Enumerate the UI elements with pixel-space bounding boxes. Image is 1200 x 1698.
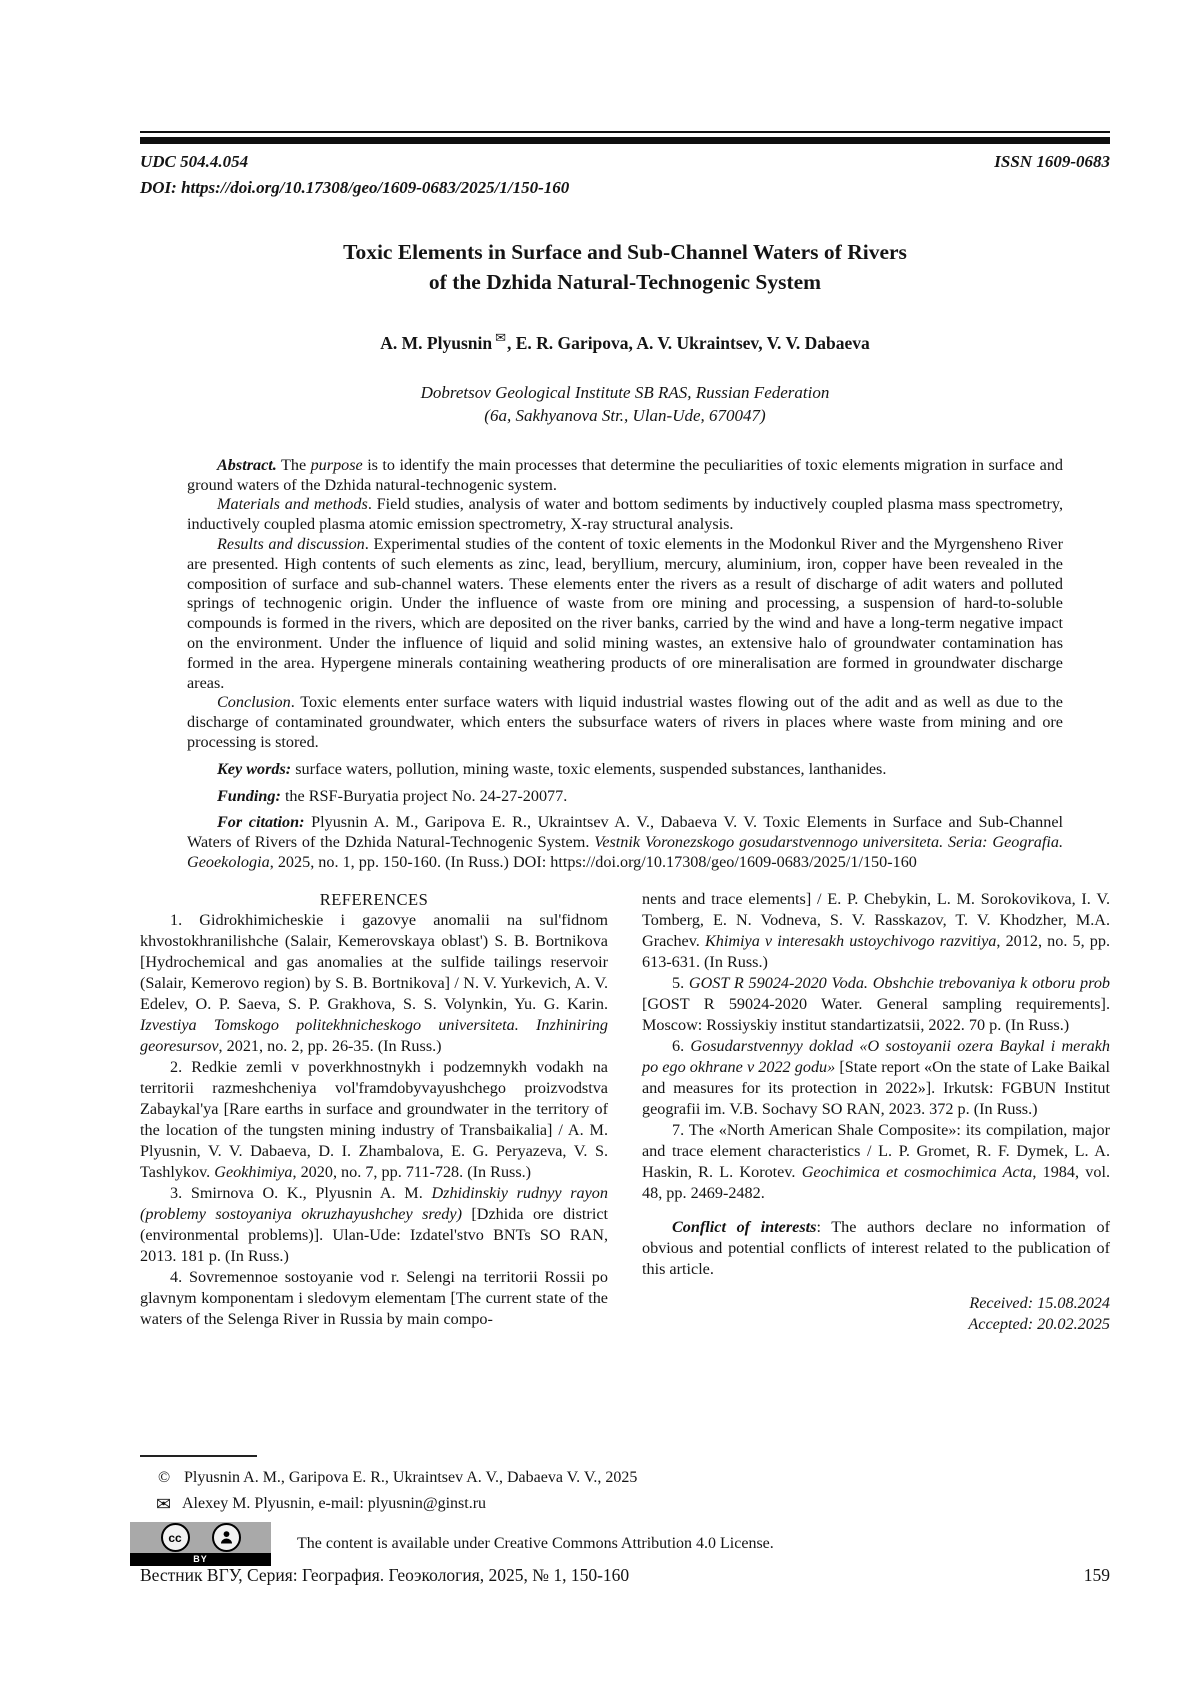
reference-item-6: 6. Gosudarstvennyy doklad «O sostoyanii ozera Baykal i merakh po ego okhrane v 2022 godu» [State report «On the state of Lake Baikal and measures for its protection in 2022»]. Irkutsk: FGBUN Institut geografii im. V.B. Sochavy SO RAN, 2023. 372 p. (In Russ.) — [642, 1036, 1111, 1118]
email-line — [140, 1491, 1110, 1517]
email-envelope-icon: ✉ — [156, 1494, 172, 1514]
accepted-date: Accepted: 20.02.2025 — [968, 1314, 1110, 1333]
footnote-rule — [140, 1455, 257, 1457]
header-rule — [140, 131, 1110, 144]
article-title — [140, 237, 1110, 297]
affiliation-address: (6a, Sakhyanova Str., Ulan-Ude, 670047) — [484, 405, 766, 425]
license-row — [140, 1522, 1110, 1566]
references-heading: REFERENCES — [319, 889, 429, 909]
received-date: Received: 15.08.2024 — [969, 1293, 1110, 1312]
header-meta — [140, 149, 1110, 201]
journal-footer-text: Вестник ВГУ, Серия: География. Геоэкология, 2025, № 1, 150-160 — [140, 1565, 630, 1585]
cc-badge-top — [130, 1522, 271, 1553]
header-rule-thin — [140, 131, 1110, 133]
authors-line — [140, 330, 1110, 354]
article-title-line1: Toxic Elements in Surface and Sub-Channel Waters of Rivers — [343, 240, 907, 264]
affiliation — [140, 381, 1110, 427]
references-left-column — [140, 889, 608, 1335]
keywords-paragraph: Key words: surface waters, pollution, mining waste, toxic elements, suspended substances, lanthanides. — [217, 759, 887, 778]
corresponding-author-envelope-icon: ✉ — [495, 330, 506, 345]
authors-rest: , E. R. Garipova, A. V. Ukraintsev, V. V. Dabaeva — [507, 332, 870, 353]
cc-by-label: BY — [130, 1553, 271, 1566]
page-content — [140, 0, 1110, 1335]
person-icon — [212, 1523, 241, 1552]
cc-icon — [161, 1523, 190, 1552]
abstract-paragraph: Abstract. The purpose is to identify the main processes that determine the peculiarities of toxic elements migration in surface and ground waters of the Dzhida natural-technogenic system. — [187, 455, 1064, 494]
references-section — [140, 889, 1110, 1335]
reference-item-4: 4. Sovremennoe sostoyanie vod r. Selengi na territorii Rossii po glavnym komponentam i sledovym elementam [The current state of the waters of the Selenga River in Russia by main compo- — [140, 1267, 608, 1328]
author-corresponding: A. M. Plyusnin — [380, 332, 493, 353]
conclusion-paragraph: Conclusion. Toxic elements enter surface waters with liquid industrial wastes flowing out of the adit and as well as due to the discharge of contaminated groundwater, which enters the subsurface waters of rivers in places where waste from mining and ore processing is stored. — [187, 693, 1063, 751]
citation-paragraph: For citation: Plyusnin A. M., Garipova E. R., Ukraintsev A. V., Dabaeva V. V. Toxic Elements in Surface and Sub-Channel Waters of Rivers of the Dzhida Natural-Technogenic System. Vestnik Voronezskogo gosudarstvennogo universiteta. Seria: Geografia. Geoekologia, 2025, no. 1, pp. 150-160. (In Russ.) DOI: https://doi.org/10.17308/geo/1609-0683/2025/1/150-160 — [187, 813, 1063, 871]
footnote-block — [140, 1455, 1110, 1566]
cc-by-badge — [130, 1522, 271, 1566]
reference-item-3: 3. Smirnova O. K., Plyusnin A. M. Dzhidinskiy rudnyy rayon (problemy sostoyaniya okruzhayushchey sredy) [Dzhida ore district (environmental problems)]. Ulan-Ude: Izdatel'stvo BNTs SO RAN, 2013. 181 p. (In Russ.) — [140, 1183, 608, 1265]
header-rule-thick — [140, 137, 1110, 144]
copyright-line — [140, 1465, 1110, 1491]
references-right-column — [642, 889, 1110, 1335]
reference-item-2: 2. Redkie zemli v poverkhnostnykh i podzemnykh vodakh na territorii razmeshcheniya vol'framdobyvayushchego proizvodstva Zabaykal'ya [Rare earths in surface and groundwater in the territory of the location of the tungsten mining industry of Transbaikalia] / A. M. Plyusnin, V. V. Dabaeva, D. I. Zhambalova, E. G. Peryazeva, V. S. Tashlykov. Geokhimiya, 2020, no. 7, pp. 711-728. (In Russ.) — [140, 1057, 608, 1181]
conflict-of-interests-paragraph: Conflict of interests: The authors declare no information of obvious and potential conflicts of interest related to the publication of this article. — [642, 1217, 1110, 1278]
page-number: 159 — [1083, 1565, 1110, 1585]
email-text: Alexey M. Plyusnin, e-mail: plyusnin@ginst.ru — [182, 1495, 487, 1512]
license-text: The content is available under Creative Commons Attribution 4.0 License. — [297, 1535, 774, 1552]
funding-paragraph: Funding: the RSF-Buryatia project No. 24-27-20077. — [217, 786, 568, 805]
materials-methods-paragraph: Materials and methods. Field studies, analysis of water and bottom sediments by inductively coupled plasma mass spectrometry, inductively coupled plasma atomic emission spectrometry, X-ray structural analysis. — [187, 495, 1064, 534]
results-discussion-paragraph: Results and discussion. Experimental studies of the content of toxic elements in the Modonkul River and the Myrgensheno River are presented. High contents of such elements as zinc, lead, beryllium, mercury, aluminium, iron, copper have been revealed in the composition of surface and sub-channel waters. These elements enter the rivers as a result of discharge of adit waters and polluted springs of technogenic origin. Under the influence of waste from ore mining and processing, a suspension of hard-to-soluble compounds is formed in the rivers, which are deposited on the river banks, carried by the wind and have a long-term negative impact on the environment. Under the influence of liquid and solid mining wastes, an extensive halo of groundwater contamination has formed in the area. Hypergene minerals containing weathering products of ore mineralisation are formed in groundwater discharge areas. — [187, 535, 1063, 692]
issn-code: ISSN 1609-0683 — [994, 152, 1110, 171]
page-footer — [140, 1565, 1110, 1586]
header-meta-left — [140, 149, 569, 201]
reference-item-1: 1. Gidrokhimicheskie i gazovye anomalii na sul'fidnom khvostokhranilishche (Salair, Kemerovskaya oblast') S. B. Bortnikova [Hydrochemical and gas anomalies at the sulfide tailings reservoir (Salair, Kemerovo region) by S. B. Bortnikova] / N. V. Yurkevich, A. V. Edelev, O. P. Saeva, S. P. Grakhova, S. S. Volynkin, Yu. G. Karin. Izvestiya Tomskogo politekhnicheskogo universiteta. Inzhiniring georesursov, 2021, no. 2, pp. 26-35. (In Russ.) — [140, 910, 608, 1055]
reference-item-7: 7. The «North American Shale Composite»: its compilation, major and trace element characteristics / L. P. Gromet, R. F. Dymek, L. A. Haskin, R. L. Korotev. Geochimica et cosmochimica Acta, 1984, vol. 48, pp. 2469-2482. — [642, 1120, 1110, 1202]
copyright-text: Plyusnin A. M., Garipova E. R., Ukraintsev A. V., Dabaeva V. V., 2025 — [184, 1469, 638, 1486]
udc-code: UDC 504.4.054 — [140, 152, 249, 171]
cc-icon-label: cc — [168, 1530, 182, 1545]
abstract-block — [187, 456, 1063, 873]
reference-item-4-continued: nents and trace elements] / E. P. Chebykin, L. M. Sorokovikova, I. V. Tomberg, E. N. Vodneva, S. V. Rasskazov, T. V. Khodzher, M.A. Grachev. Khimiya v interesakh ustoychivogo razvitiya, 2012, no. 5, pp. 613-631. (In Russ.) — [642, 889, 1110, 971]
article-title-line2: of the Dzhida Natural-Technogenic System — [428, 270, 822, 294]
copyright-icon: © — [158, 1469, 171, 1486]
reference-item-5: 5. GOST R 59024-2020 Voda. Obshchie trebovaniya k otboru prob [GOST R 59024-2020 Water. General sampling requirements]. Moscow: Rossiyskiy institut standartizatsii, 2022. 70 p. (In Russ.) — [642, 973, 1111, 1034]
doi-link: DOI: https://doi.org/10.17308/geo/1609-0683/2025/1/150-160 — [140, 178, 570, 197]
affiliation-institute: Dobretsov Geological Institute SB RAS, Russian Federation — [420, 382, 830, 402]
